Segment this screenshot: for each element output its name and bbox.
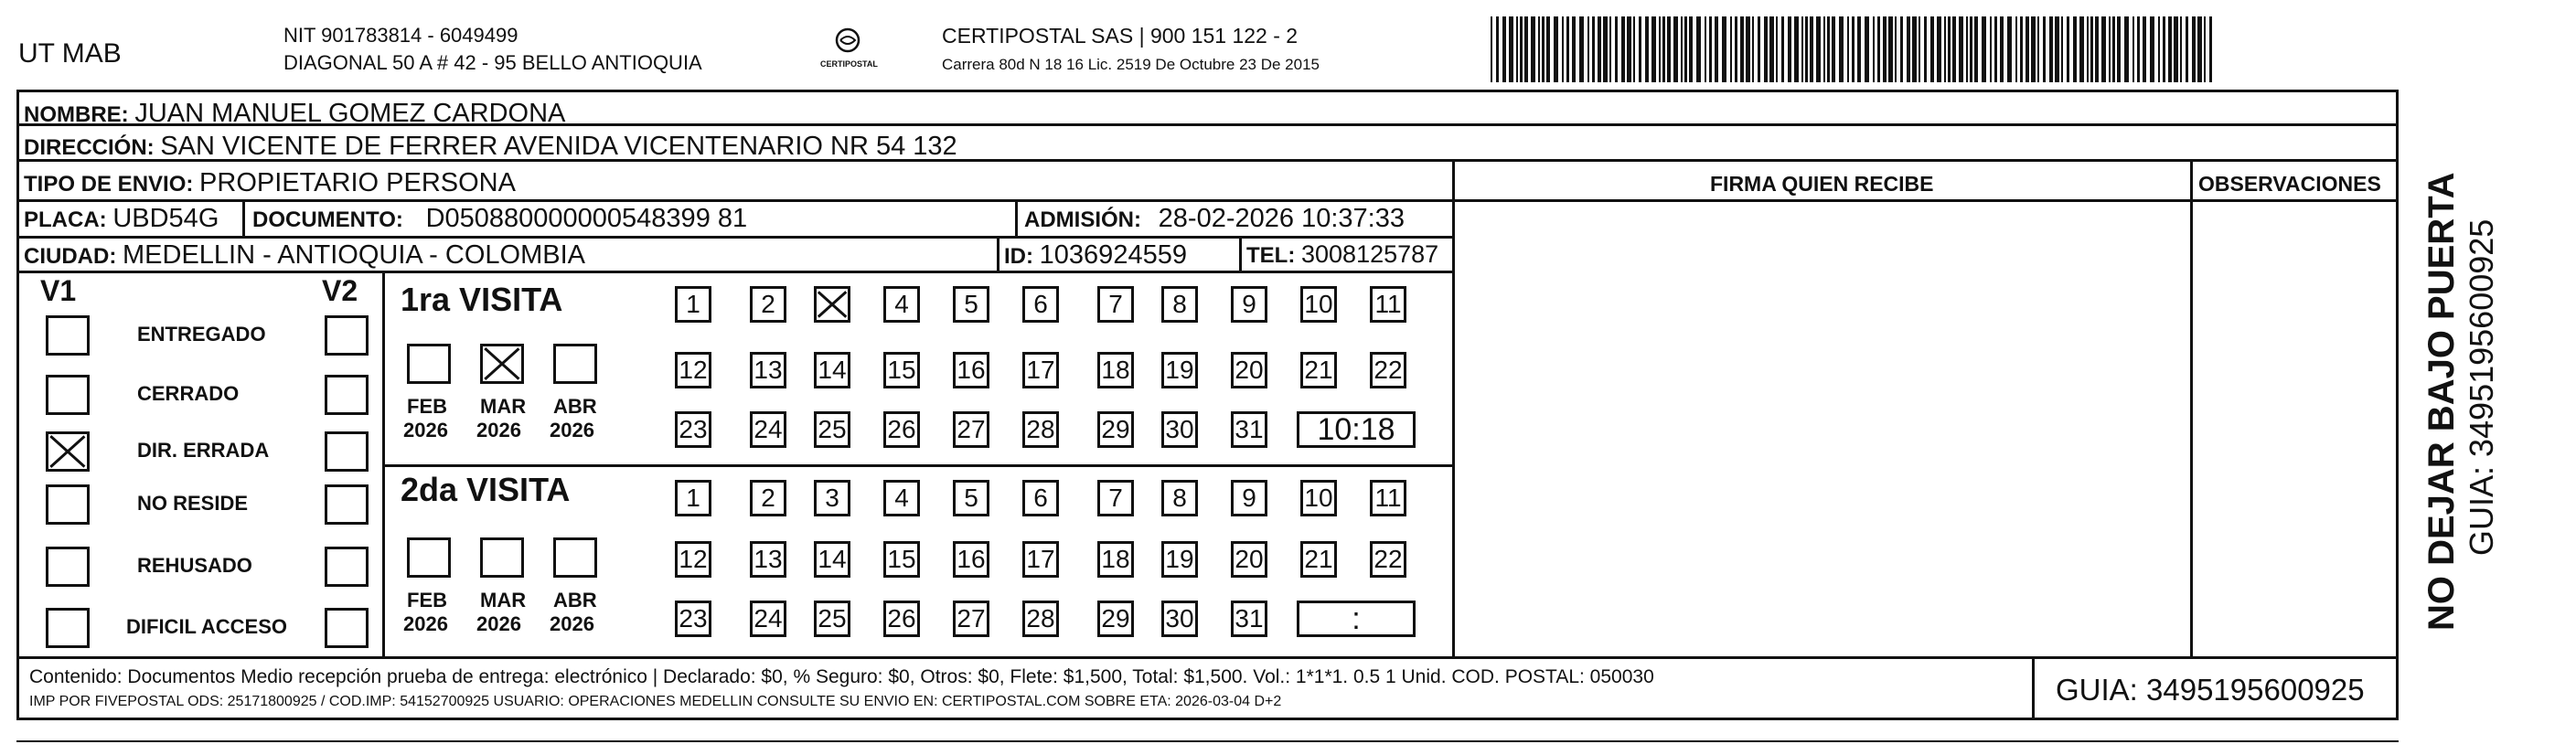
tipo-row (24, 170, 516, 197)
day-cell[interactable]: 9 (1231, 286, 1267, 323)
id-label: ID: (1004, 244, 1033, 269)
barcode-bar (2209, 16, 2212, 82)
barcode-bar (1877, 16, 1880, 82)
day-cell[interactable]: 28 (1022, 601, 1059, 637)
status-label: DIFICIL ACCESO (126, 615, 288, 638)
logo-text: CERTIPOSTAL (820, 59, 878, 69)
day-cell[interactable]: 23 (675, 601, 711, 637)
day-cell[interactable]: 19 (1161, 541, 1198, 578)
day-cell[interactable]: 29 (1097, 601, 1134, 637)
barcode-bar (1948, 16, 1951, 82)
barcode-bar (2031, 16, 2036, 82)
day-cell[interactable]: 20 (1231, 541, 1267, 578)
barcode-bar (1746, 16, 1750, 82)
barcode-bar (1912, 16, 1917, 82)
documento-label: DOCUMENTO: (252, 207, 403, 232)
barcode-bar (2174, 16, 2178, 82)
observaciones-label: OBSERVACIONES (2198, 172, 2381, 196)
day-cell[interactable]: 24 (750, 411, 786, 448)
day-cell[interactable]: 28 (1022, 411, 1059, 448)
day-cell[interactable]: 27 (953, 411, 989, 448)
direccion-label: DIRECCIÓN: (24, 135, 155, 160)
v2-checkbox[interactable] (325, 431, 369, 472)
barcode-bar (1839, 16, 1844, 82)
barcode-bar (1816, 16, 1821, 82)
barcode-bar (1769, 16, 1774, 82)
barcode-bar (1944, 16, 1946, 82)
tel-row (1246, 242, 1438, 267)
day-cell[interactable]: 18 (1097, 541, 1134, 578)
barcode-bar (2079, 16, 2084, 82)
ciudad-row (24, 242, 585, 269)
day-cell[interactable]: 6 (1022, 286, 1059, 323)
barcode-bar (1645, 16, 1649, 82)
day-cell[interactable]: 5 (953, 286, 989, 323)
day-cell[interactable]: 1 (675, 480, 711, 516)
v1-checkbox[interactable] (46, 547, 90, 587)
barcode-bar (1639, 16, 1641, 82)
barcode-bar (2000, 16, 2004, 82)
placa-row (24, 206, 219, 232)
barcode-bar (1615, 16, 1618, 82)
day-cell[interactable]: 8 (1161, 286, 1198, 323)
status-label: NO RESIDE (137, 492, 249, 515)
barcode-bar (1990, 16, 1992, 82)
day-cell[interactable]: 19 (1161, 352, 1198, 388)
v1-checkbox[interactable] (46, 484, 90, 525)
barcode-bar (1579, 16, 1584, 82)
barcode-bar (2117, 16, 2121, 82)
barcode-bar (2067, 16, 2069, 82)
barcode-bar (1516, 16, 1518, 82)
barcode-bar (2168, 16, 2172, 82)
status-label: DIR. ERRADA (137, 439, 270, 462)
ciudad-label: CIUDAD: (24, 244, 117, 269)
day-cell[interactable]: 26 (883, 411, 920, 448)
barcode-bar (1735, 16, 1737, 82)
day-cell[interactable]: 17 (1022, 352, 1059, 388)
day-cell[interactable]: 31 (1231, 601, 1267, 637)
barcode-bar (1598, 16, 1601, 82)
day-cell[interactable]: 17 (1022, 541, 1059, 578)
direccion-row (24, 133, 957, 160)
admision-row (1024, 206, 1405, 232)
barcode-bar (1974, 16, 1978, 82)
barcode-bar (1621, 16, 1625, 82)
barcode-bar (1924, 16, 1927, 82)
documento-row (252, 206, 747, 232)
barcode-bar (2197, 16, 2202, 82)
barcode-bar (1730, 16, 1732, 82)
v2-checkbox[interactable] (325, 315, 369, 356)
year-label: 2026 (403, 612, 448, 635)
month-checkbox[interactable] (480, 344, 524, 384)
nombre-row (24, 101, 565, 127)
day-cell[interactable]: 25 (814, 411, 850, 448)
barcode-bar (1740, 16, 1744, 82)
barcode-bar (1633, 16, 1635, 82)
day-cell[interactable]: 12 (675, 541, 711, 578)
barcode-bar (1952, 16, 1956, 82)
year-label: 2026 (550, 419, 594, 441)
barcode-bar (1832, 16, 1835, 82)
id-value: 1036924559 (1039, 240, 1187, 270)
barcode-bar (2020, 16, 2023, 82)
barcode-bar (1873, 16, 1875, 82)
tel-value: 3008125787 (1301, 240, 1439, 268)
barcode-bar (2087, 16, 2089, 82)
barcode-bar (1659, 16, 1661, 82)
day-cell[interactable]: 27 (953, 601, 989, 637)
barcode-bar (1705, 16, 1706, 82)
year-label: 2026 (403, 419, 448, 441)
footer-line2: IMP POR FIVEPOSTAL ODS: 25171800925 / COD.IMP: 54152700925 USUARIO: OPERACIONES MEDELLIN CONSULTE SU ENVIO EN: CERTIPOSTAL.COM SOBRE ETA: 2026-03-04 D+2 (29, 694, 1282, 709)
nombre-label: NOMBRE: (24, 102, 129, 127)
barcode-bar (1509, 16, 1513, 82)
barcode-bar (1758, 16, 1760, 82)
month-label: FEB (407, 395, 447, 418)
placa-label: PLACA: (24, 207, 107, 232)
id-row (1004, 242, 1187, 269)
day-cell[interactable]: 10 (1300, 480, 1337, 516)
side-warning: NO DEJAR BAJO PUERTA (2421, 172, 2462, 631)
day-cell[interactable]: 25 (814, 601, 850, 637)
barcode-bar (1722, 16, 1726, 82)
barcode-bar (2061, 16, 2063, 82)
barcode-bar (1752, 16, 1754, 82)
tipo-value: PROPIETARIO PERSONA (199, 168, 516, 197)
barcode-bar (2090, 16, 2093, 82)
barcode-bar (1900, 16, 1903, 82)
barcode-bar (1491, 16, 1492, 82)
visit1-title: 1ra VISITA (401, 281, 563, 318)
v1-checkbox[interactable] (46, 375, 90, 415)
barcode-bar (1852, 16, 1855, 82)
barcode-bar (1810, 16, 1813, 82)
barcode-bar (1857, 16, 1861, 82)
barcode-bar (2037, 16, 2039, 82)
barcode-bar (1566, 16, 1569, 82)
status-label: REHUSADO (137, 554, 252, 577)
status-label: ENTREGADO (137, 323, 266, 346)
barcode-bar (1531, 16, 1535, 82)
day-cell[interactable]: 2 (750, 286, 786, 323)
company-name: UT MAB (18, 38, 122, 69)
footer-guia: GUIA: 3495195600925 (2056, 673, 2365, 707)
ciudad-value: MEDELLIN - ANTIOQUIA - COLOMBIA (123, 240, 585, 270)
barcode-bar (1970, 16, 1972, 82)
firma-label: FIRMA QUIEN RECIBE (1710, 172, 1934, 196)
barcode-bar (2049, 16, 2053, 82)
barcode-bar (2073, 16, 2077, 82)
day-cell[interactable]: 23 (675, 411, 711, 448)
day-cell[interactable]: 16 (953, 541, 989, 578)
v2-checkbox[interactable] (325, 608, 369, 648)
placa-value: UBD54G (112, 204, 219, 233)
barcode-bar (1520, 16, 1523, 82)
address-text: DIAGONAL 50 A # 42 - 95 BELLO ANTIOQUIA (283, 51, 702, 74)
barcode-bar (2143, 16, 2146, 82)
barcode-bar (1502, 16, 1506, 82)
barcode-bar (1895, 16, 1897, 82)
barcode-bar (2163, 16, 2165, 82)
barcode-bar (1883, 16, 1887, 82)
day-cell[interactable]: 4 (883, 286, 920, 323)
day-cell[interactable] (814, 286, 850, 323)
barcode-bar (2101, 16, 2106, 82)
barcode-bar (1662, 16, 1665, 82)
barcode-bar (1794, 16, 1799, 82)
admision-value: 28-02-2026 10:37:33 (1158, 204, 1405, 233)
barcode-bar (1673, 16, 1678, 82)
v2-checkbox[interactable] (325, 484, 369, 525)
barcode-bar (1966, 16, 1968, 82)
day-cell[interactable]: 5 (953, 480, 989, 516)
barcode-bar (1781, 16, 1784, 82)
barcode-bar (2043, 16, 2046, 82)
day-cell[interactable]: 11 (1370, 480, 1406, 516)
barcode-bar (2132, 16, 2134, 82)
day-cell[interactable]: 1 (675, 286, 711, 323)
barcode-bar (2007, 16, 2012, 82)
barcode-bar (1888, 16, 1893, 82)
barcode-bar (2158, 16, 2160, 82)
barcode-bar (2109, 16, 2111, 82)
barcode-bar (1689, 16, 1693, 82)
barcode-bar (2137, 16, 2140, 82)
barcode-bar (1827, 16, 1830, 82)
barcode-bar (1546, 16, 1550, 82)
tel-label: TEL: (1246, 243, 1296, 268)
barcode-bar (1919, 16, 1920, 82)
day-cell[interactable]: 8 (1161, 480, 1198, 516)
v1-checkbox[interactable] (46, 315, 90, 356)
barcode-bar (1715, 16, 1718, 82)
day-cell[interactable]: 30 (1161, 601, 1198, 637)
status-label: CERRADO (137, 382, 240, 405)
day-cell[interactable]: 2 (750, 480, 786, 516)
month-checkbox[interactable] (407, 344, 451, 384)
documento-value: D050880000000548399 81 (425, 204, 748, 233)
v1-label: V1 (40, 274, 77, 307)
barcode-bar (2055, 16, 2059, 82)
barcode-bar (1937, 16, 1941, 82)
direccion-value: SAN VICENTE DE FERRER AVENIDA VICENTENARIO NR 54 132 (160, 132, 957, 161)
barcode-bar (1865, 16, 1869, 82)
month-label: ABR (553, 589, 597, 611)
barcode-bar (2204, 16, 2206, 82)
day-cell[interactable]: 21 (1300, 541, 1337, 578)
day-cell[interactable]: 4 (883, 480, 920, 516)
day-cell[interactable]: 14 (814, 352, 850, 388)
barcode-bar (1805, 16, 1808, 82)
barcode-bar (1982, 16, 1986, 82)
day-cell[interactable]: 12 (675, 352, 711, 388)
day-cell[interactable]: 7 (1097, 480, 1134, 516)
day-cell[interactable]: 31 (1231, 411, 1267, 448)
barcode-bar (1959, 16, 1963, 82)
v2-checkbox[interactable] (325, 375, 369, 415)
day-cell[interactable]: 9 (1231, 480, 1267, 516)
barcode-bar (2015, 16, 2017, 82)
barcode-bar (1696, 16, 1701, 82)
tipo-label: TIPO DE ENVIO: (24, 172, 194, 197)
barcode-bar (2192, 16, 2196, 82)
barcode-bar (2186, 16, 2188, 82)
day-cell[interactable]: 22 (1370, 541, 1406, 578)
year-label: 2026 (476, 612, 521, 635)
month-label: ABR (553, 395, 597, 418)
day-cell[interactable]: 24 (750, 601, 786, 637)
day-cell[interactable]: 29 (1097, 411, 1134, 448)
barcode-bar (1801, 16, 1803, 82)
visit2-time-box[interactable]: : (1297, 601, 1416, 637)
v1-checkbox[interactable] (46, 431, 90, 472)
visit2-title: 2da VISITA (401, 471, 571, 508)
barcode-bar (1684, 16, 1687, 82)
barcode-bar (1587, 16, 1589, 82)
month-checkbox[interactable] (407, 537, 451, 578)
side-guia: GUIA: 3495195600925 (2463, 218, 2500, 556)
barcode-bar (1538, 16, 1540, 82)
barcode-bar (1562, 16, 1564, 82)
footer-line1: Contenido: Documentos Medio recepción prueba de entrega: electrónico | Declarado: $0, % Seguro: $0, Otros: $0, Flete: $1,500, Total: $1,500. Vol.: 1*1*1. 0.5 1 Unid. COD. POSTAL: 050030 (29, 666, 1654, 687)
barcode-bar (1627, 16, 1631, 82)
barcode (1491, 16, 2222, 82)
barcode-bar (1823, 16, 1825, 82)
year-label: 2026 (550, 612, 594, 635)
barcode-bar (1847, 16, 1849, 82)
day-cell[interactable]: 13 (750, 352, 786, 388)
day-cell[interactable]: 3 (814, 480, 850, 516)
day-cell[interactable]: 6 (1022, 480, 1059, 516)
nit-text: NIT 901783814 - 6049499 (283, 24, 518, 47)
day-cell[interactable]: 30 (1161, 411, 1198, 448)
barcode-bar (1788, 16, 1791, 82)
barcode-bar (1496, 16, 1499, 82)
day-cell[interactable]: 7 (1097, 286, 1134, 323)
barcode-bar (2124, 16, 2129, 82)
barcode-bar (1609, 16, 1611, 82)
barcode-bar (1542, 16, 1545, 82)
month-checkbox[interactable] (553, 344, 597, 384)
barcode-bar (1994, 16, 1997, 82)
barcode-bar (2112, 16, 2115, 82)
barcode-bar (1764, 16, 1768, 82)
barcode-bar (1709, 16, 1712, 82)
barcode-bar (1592, 16, 1595, 82)
month-checkbox[interactable] (480, 537, 524, 578)
day-cell[interactable]: 26 (883, 601, 920, 637)
barcode-bar (1930, 16, 1934, 82)
admision-label: ADMISIÓN: (1024, 207, 1141, 232)
day-cell[interactable]: 22 (1370, 352, 1406, 388)
barcode-bar (1776, 16, 1778, 82)
day-cell[interactable]: 18 (1097, 352, 1134, 388)
certipostal-text: CERTIPOSTAL SAS | 900 151 122 - 2 (942, 24, 1299, 48)
barcode-bar (1572, 16, 1576, 82)
visit1-time-box[interactable]: 10:18 (1297, 411, 1416, 448)
barcode-bar (1524, 16, 1528, 82)
v2-label: V2 (322, 274, 358, 307)
day-cell[interactable]: 15 (883, 541, 920, 578)
barcode-bar (1907, 16, 1910, 82)
nombre-value: JUAN MANUEL GOMEZ CARDONA (134, 99, 566, 128)
barcode-bar (2095, 16, 2099, 82)
month-label: FEB (407, 589, 447, 611)
day-cell[interactable]: 10 (1300, 286, 1337, 323)
day-cell[interactable]: 21 (1300, 352, 1337, 388)
barcode-bar (1681, 16, 1683, 82)
month-label: MAR (480, 589, 527, 611)
day-cell[interactable]: 16 (953, 352, 989, 388)
barcode-bar (1603, 16, 1608, 82)
barcode-bar (2180, 16, 2182, 82)
month-label: MAR (480, 395, 527, 418)
year-label: 2026 (476, 419, 521, 441)
month-checkbox[interactable] (553, 537, 597, 578)
day-cell[interactable]: 15 (883, 352, 920, 388)
barcode-bar (2150, 16, 2154, 82)
v1-checkbox[interactable] (46, 608, 90, 648)
barcode-bar (1667, 16, 1671, 82)
license-text: Carrera 80d N 18 16 Lic. 2519 De Octubre 23 De 2015 (942, 56, 1320, 73)
day-cell[interactable]: 13 (750, 541, 786, 578)
barcode-bar (2026, 16, 2029, 82)
v2-checkbox[interactable] (325, 547, 369, 587)
day-cell[interactable]: 20 (1231, 352, 1267, 388)
barcode-bar (1554, 16, 1558, 82)
day-cell[interactable]: 11 (1370, 286, 1406, 323)
barcode-bar (1651, 16, 1656, 82)
day-cell[interactable]: 14 (814, 541, 850, 578)
